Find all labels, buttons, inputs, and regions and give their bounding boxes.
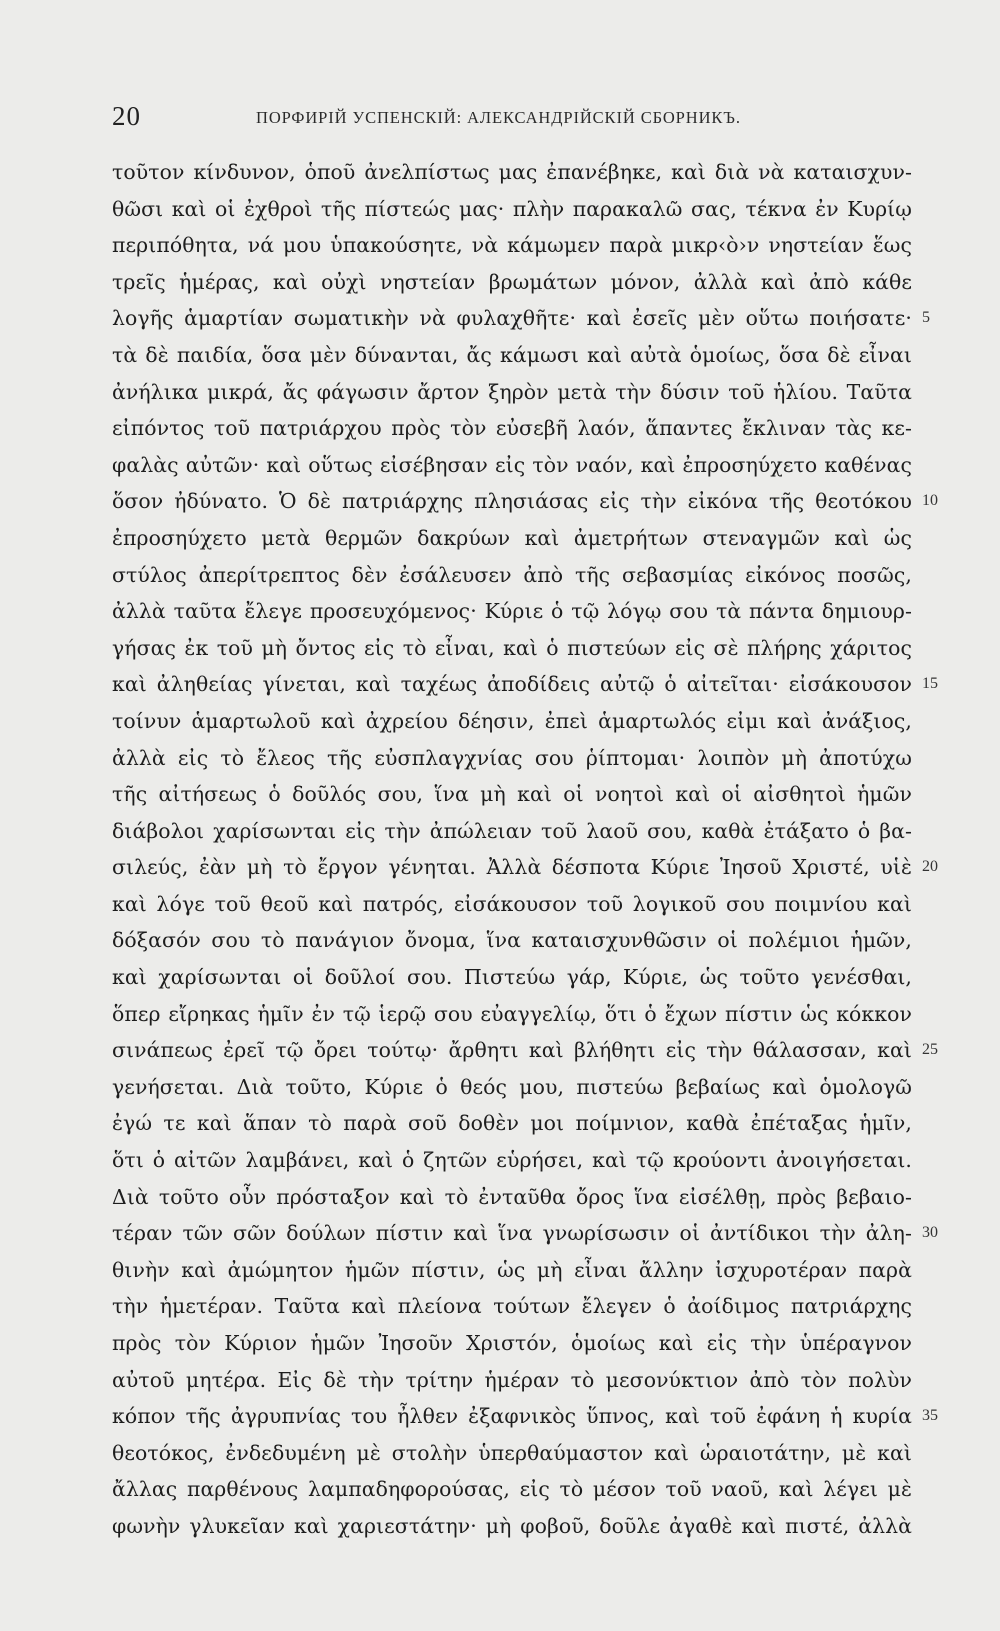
running-title: ПОРФИРІЙ УСПЕНСКІЙ: АЛЕКСАНДРІЙСКІЙ СБОРНИКЪ. xyxy=(256,108,741,127)
text-line: τὴν ἡμετέραν. Ταῦτα καὶ πλείονα τούτων ἔλεγεν ὁ ἀοίδιμος πατριάρχης xyxy=(112,1294,912,1319)
text-line: θεοτόκος, ἐνδεδυμένη μὲ στολὴν ὑπερθαύμαστον καὶ ὡραιοτάτην, μὲ καὶ xyxy=(112,1440,912,1465)
main-text xyxy=(112,154,912,1545)
line-number-30: 30 xyxy=(922,1224,938,1241)
text-line: θῶσι καὶ οἱ ἐχθροὶ τῆς πίστεώς μας· πλὴν παρακαλῶ σας, τέκνα ἐν Κυρίῳ xyxy=(112,196,912,221)
text-line: πρὸς τὸν Κύριον ἡμῶν Ἰησοῦν Χριστόν, ὁμοίως καὶ εἰς τὴν ὑπέραγνον xyxy=(112,1331,912,1355)
line-number-5: 5 xyxy=(922,309,930,326)
line-number-15: 15 xyxy=(922,675,938,692)
line-number-35: 35 xyxy=(922,1407,938,1424)
text-line: θινὴν καὶ ἀμώμητον ἡμῶν πίστιν, ὡς μὴ εἶναι ἄλλην ἰσχυροτέραν παρὰ xyxy=(112,1257,912,1282)
text-line: στύλος ἀπερίτρεπτος δὲν ἐσάλευσεν ἀπὸ τῆς σεβασμίας εἰκόνος ποσῶς, xyxy=(112,562,912,587)
text-line: γήσας ἐκ τοῦ μὴ ὄντος εἰς τὸ εἶναι, καὶ ὁ πιστεύων εἰς σὲ πλήρης χάριτος xyxy=(112,635,912,660)
text-line: τρεῖς ἡμέρας, καὶ οὐχὶ νηστείαν βρωμάτων μόνον, ἀλλὰ καὶ ἀπὸ κάθε xyxy=(112,269,912,294)
text-line: φαλὰς αὐτῶν· καὶ οὕτως εἰσέβησαν εἰς τὸν ναόν, καὶ ἐπροσηύχετο καθένας xyxy=(112,452,912,477)
text-line: ἀνήλικα μικρά, ἄς φάγωσιν ἄρτον ξηρὸν μετὰ τὴν δύσιν τοῦ ἡλίου. Ταῦτα xyxy=(112,379,912,404)
line-number-10: 10 xyxy=(922,492,938,509)
text-line: καὶ λόγε τοῦ θεοῦ καὶ πατρός, εἰσάκουσον τοῦ λογικοῦ σου ποιμνίου καὶ xyxy=(112,891,912,916)
text-line: σιλεύς, ἐὰν μὴ τὸ ἔργον γένηται. Ἀλλὰ δέσποτα Κύριε Ἰησοῦ Χριστέ, υἱὲ xyxy=(112,855,912,880)
text-line: αὐτοῦ μητέρα. Εἰς δὲ τὴν τρίτην ἡμέραν τὸ μεσονύκτιον ἀπὸ τὸν πολὺν xyxy=(112,1367,912,1392)
line-number-25: 25 xyxy=(922,1041,938,1058)
text-line: καὶ ἀληθείας γίνεται, καὶ ταχέως ἀποδίδεις αὐτῷ ὁ αἰτεῖται· εἰσάκουσον xyxy=(112,672,912,697)
text-line: εἰπόντος τοῦ πατριάρχου πρὸς τὸν εὐσεβῆ λαόν, ἅπαντες ἔκλιναν τὰς κε- xyxy=(112,416,912,441)
text-line: τὰ δὲ παιδία, ὅσα μὲν δύνανται, ἄς κάμωσι καὶ αὐτὰ ὁμοίως, ὅσα δὲ εἶναι xyxy=(112,342,912,367)
line-number-20: 20 xyxy=(922,858,938,875)
text-line: γενήσεται. Διὰ τοῦτο, Κύριε ὁ θεός μου, πιστεύω βεβαίως καὶ ὁμολογῶ xyxy=(112,1074,912,1099)
text-line: φωνὴν γλυκεῖαν καὶ χαριεστάτην· μὴ φοβοῦ, δοῦλε ἀγαθὲ καὶ πιστέ, ἀλλὰ xyxy=(112,1513,912,1538)
text-line: ὅτι ὁ αἰτῶν λαμβάνει, καὶ ὁ ζητῶν εὑρήσει, καὶ τῷ κρούοντι ἀνοιγήσεται. xyxy=(112,1148,912,1173)
text-line: διάβολοι χαρίσωνται εἰς τὴν ἀπώλειαν τοῦ λαοῦ σου, καθὰ ἐτάξατο ὁ βα- xyxy=(112,818,912,843)
text-line: Διὰ τοῦτο οὖν πρόσταξον καὶ τὸ ἐνταῦθα ὄρος ἵνα εἰσέλθῃ, πρὸς βεβαιο- xyxy=(112,1184,912,1209)
text-line: ἐγώ τε καὶ ἅπαν τὸ παρὰ σοῦ δοθὲν μοι ποίμνιον, καθὰ ἐπέταξας ἡμῖν, xyxy=(112,1111,912,1136)
text-line: καὶ χαρίσωνται οἱ δοῦλοί σου. Πιστεύω γάρ, Κύριε, ὡς τοῦτο γενέσθαι, xyxy=(112,965,912,990)
text-line: τῆς αἰτήσεως ὁ δοῦλός σου, ἵνα μὴ καὶ οἱ νοητοὶ καὶ οἱ αἰσθητοὶ ἡμῶν xyxy=(112,782,912,807)
text-line: σινάπεως ἐρεῖ τῷ ὄρει τούτῳ· ἄρθητι καὶ βλήθητι εἰς τὴν θάλασσαν, καὶ xyxy=(112,1038,912,1063)
page-header xyxy=(0,101,1000,141)
text-line: δόξασόν σου τὸ πανάγιον ὄνομα, ἵνα καταισχυνθῶσιν οἱ πολέμιοι ἡμῶν, xyxy=(112,928,912,953)
text-line: ἄλλας παρθένους λαμπαδηφορούσας, εἰς τὸ μέσον τοῦ ναοῦ, καὶ λέγει μὲ xyxy=(112,1477,912,1502)
text-line: περιπόθητα, νά μου ὑπακούσητε, νὰ κάμωμεν παρὰ μικρ‹ὸ›ν νηστείαν ἕως xyxy=(112,233,912,258)
text-line: ἀλλὰ εἰς τὸ ἔλεος τῆς εὐσπλαγχνίας σου ῥίπτομαι· λοιπὸν μὴ ἀποτύχω xyxy=(112,745,912,770)
text-line: λογῆς ἁμαρτίαν σωματικὴν νὰ φυλαχθῆτε· καὶ ἐσεῖς μὲν οὕτω ποιήσατε· xyxy=(112,306,912,331)
text-line: ἀλλὰ ταῦτα ἔλεγε προσευχόμενος· Κύριε ὁ τῷ λόγῳ σου τὰ πάντα δημιουρ- xyxy=(112,599,912,624)
text-line: ἐπροσηύχετο μετὰ θερμῶν δακρύων καὶ ἀμετρήτων στεναγμῶν καὶ ὡς xyxy=(112,525,912,550)
page-number: 20 xyxy=(112,101,141,131)
text-line: τοῦτον κίνδυνον, ὁποῦ ἀνελπίστως μας ἐπανέβηκε, καὶ διὰ νὰ καταισχυν- xyxy=(112,160,912,184)
text-line: ὅπερ εἴρηκας ἡμῖν ἐν τῷ ἱερῷ σου εὐαγγελίῳ, ὅτι ὁ ἔχων πίστιν ὡς κόκκον xyxy=(112,1001,912,1026)
text-line: τοίνυν ἁμαρτωλοῦ καὶ ἀχρείου δέησιν, ἐπεὶ ἁμαρτωλός εἰμι καὶ ἀνάξιος, xyxy=(112,708,912,733)
text-line: ὅσον ἠδύνατο. Ὁ δὲ πατριάρχης πλησιάσας εἰς τὴν εἰκόνα τῆς θεοτόκου xyxy=(112,489,912,514)
text-line: κόπον τῆς ἀγρυπνίας του ἦλθεν ἐξαφνικὸς ὕπνος, καὶ τοῦ ἐφάνη ἡ κυρία xyxy=(112,1404,912,1429)
text-line: τέραν τῶν σῶν δούλων πίστιν καὶ ἵνα γνωρίσωσιν οἱ ἀντίδικοι τὴν ἀλη- xyxy=(112,1221,912,1246)
